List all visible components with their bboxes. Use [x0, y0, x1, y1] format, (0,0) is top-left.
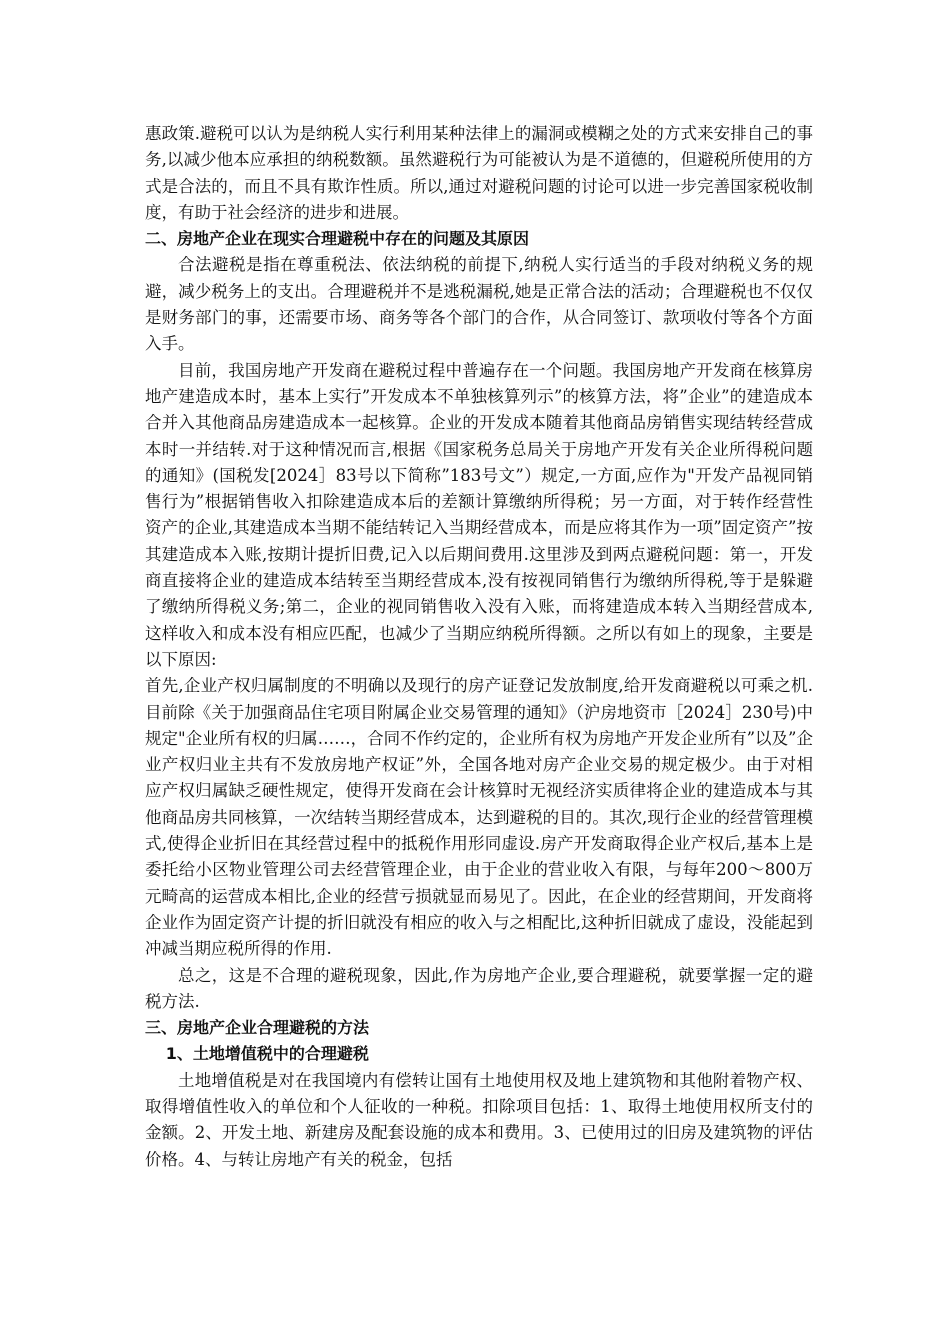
section-heading-2: 二、房地产企业在现实合理避税中存在的问题及其原因: [145, 229, 530, 249]
section-heading-3: 三、房地产企业合理避税的方法: [145, 1018, 370, 1038]
paragraph-land-value-tax: 土地增值税是对在我国境内有偿转让国有土地使用权及地上建筑物和其他附着物产权、取得增值性收入的单位和个人征收的一种税。扣除项目包括：1、取得土地使用权所支付的金额。2、开发土地、新建房及配套设施的成本和费用。3、已使用过的旧房及建筑物的评估价格。4、与转让房地产有关的税金，包括: [145, 1070, 813, 1169]
paragraph-intro-continued: 惠政策.避税可以认为是纳税人实行利用某种法律上的漏洞或模糊之处的方式来安排自己的事务,以减少他本应承担的纳税数额。虽然避税行为可能被认为是不道德的，但避税所使用的方式是合法的，而且不具有欺诈性质。所以,通过对避税问题的讨论可以进一步完善国家税收制度，有助于社会经济的进步和进展。: [145, 124, 813, 222]
paragraph-current-problem: 目前，我国房地产开发商在避税过程中普遍存在一个问题。我国房地产开发商在核算房地产建造成本时，基本上实行”开发成本不单独核算列示”的核算方法，将”企业”的建造成本合并入其他商品房建造成本一起核算。企业的开发成本随着其他商品房销售实现结转经营成本时一并结转.对于这种情况而言,根据《国家税务总局关于房地产开发有关企业所得税问题的通知》(国税发[2024］83号以下简称”183号文”）规定,一方面,应作为"开发产品视同销售行为”根据销售收入扣除建造成本后的差额计算缴纳所得税；另一方面，对于转作经营性资产的企业,其建造成本当期不能结转记入当期经营成本，而是应将其作为一项”固定资产”按其建造成本入账,按期计提折旧费,记入以后期间费用.这里涉及到两点避税问题：第一，开发商直接将企业的建造成本结转至当期经营成本,没有按视同销售行为缴纳所得税,等于是躲避了缴纳所得税义务;第二，企业的视同销售收入没有入账，而将建造成本转入当期经营成本,这样收入和成本没有相应匹配，也减少了当期应纳税所得额。之所以有如上的现象，主要是以下原因:: [145, 360, 813, 669]
paragraph-legal-avoidance: 合法避税是指在尊重税法、依法纳税的前提下,纳税人实行适当的手段对纳税义务的规避，减少税务上的支出。合理避税并不是逃税漏税,她是正常合法的活动；合理避税也不仅仅是财务部门的事，还需要市场、商务等各个部门的合作，从合同签订、款项收付等各个方面入手。: [145, 255, 813, 354]
paragraph-first-reason: 首先,企业产权归属制度的不明确以及现行的房产证登记发放制度,给开发商避税以可乘之机.目前除《关于加强商品住宅项目附属企业交易管理的通知》（沪房地资市［2024］230号)中规定"企业所有权的归属……，合同不作约定的，企业所有权为房地产开发企业所有”以及”企业产权归业主共有不发放房地产权证”外，全国各地对房产企业交易的规定极少。由于对相应产权归属缺乏硬性规定，使得开发商在会计核算时无视经济实质律将企业的建造成本与其他商品房共同核算，一次结转当期经营成本，达到避税的目的。其次,现行企业的经营管理模式,使得企业折旧在其经营过程中的抵税作用形同虚设.房产开发商取得企业产权后,基本上是委托给小区物业管理公司去经营管理企业，由于企业的营业收入有限，与每年200～800万元畸高的运营成本相比,企业的经营亏损就显而易见了。因此，在企业的经营期间，开发商将企业作为固定资产计提的折旧就没有相应的收入与之相配比,这种折旧就成了虚设，没能起到冲减当期应税所得的作用.: [145, 676, 814, 959]
document-body: [145, 121, 813, 1173]
paragraph-summary: 总之，这是不合理的避税现象，因此,作为房地产企业,要合理避税，就要掌握一定的避税方法.: [145, 965, 813, 1011]
subsection-heading-1: 1、土地增值税中的合理避税: [165, 1044, 369, 1064]
